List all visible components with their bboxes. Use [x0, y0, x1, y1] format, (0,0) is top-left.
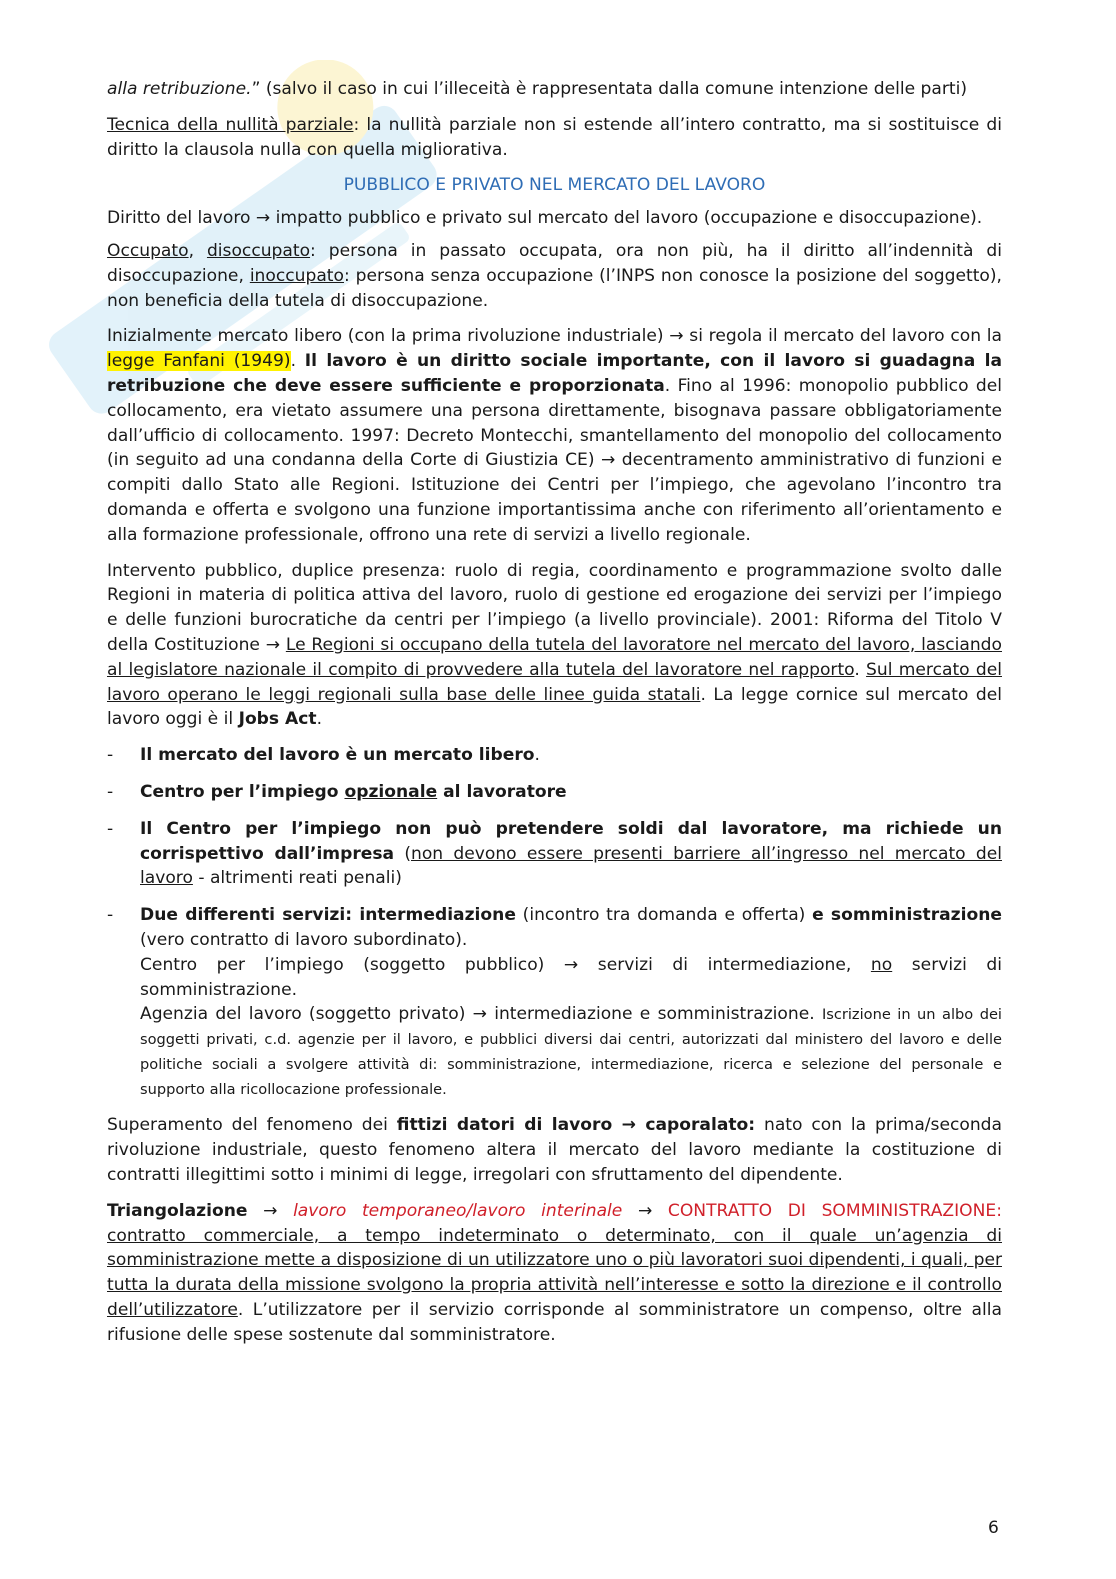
list-item: - Il mercato del lavoro è un mercato libero. [107, 743, 1002, 768]
paragraph-triangolazione: Triangolazione → lavoro temporaneo/lavoro interinale → CONTRATTO DI SOMMINISTRAZIONE: contratto commerciale, a tempo indeterminato o determinato, con il quale un’agenzia di somministrazione mette a disposizione di un utilizzatore uno o più lavoratori suoi dipendenti, i quali, per tutta la durata della missione svolgono la propria attività nell’interesse e sotto la direzione e il controllo dell’utilizzatore. L’utilizzatore per il servizio corrisponde al somministratore un compenso, oltre alla rifusione delle spese sostenute dal somministratore. [107, 1200, 1002, 1345]
paragraph-occupato: Occupato, disoccupato: persona in passato occupata, ora non più, ha il diritto all’indennità di disoccupazione, inoccupato: persona senza occupazione (l’INPS non conosce la posizione del soggetto), non beneficia della tutela di disoccupazione. [107, 240, 1002, 311]
list-subparagraph-centro: Centro per l’impiego (soggetto pubblico) → servizi di intermediazione, no servizi di somministrazione. [140, 954, 1002, 1000]
paragraph-mercato-libero: Inizialmente mercato libero (con la prima rivoluzione industriale) → si regola il mercato del lavoro con la legge Fanfani (1949). Il lavoro è un diritto sociale importante, con il lavoro si guadagna la retribuzione che deve essere sufficiente e proporzionata. Fino al 1996: monopolio pubblico del collocamento, era vietato assumere una persona direttamente, bisognava passare obbligatoriamente dall’ufficio di collocamento. 1997: Decreto Montecchi, smantellamento del monopolio del collocamento (in seguito ad una condanna della Corte di Giustizia CE) → decentramento amministrativo di funzioni e compiti dallo Stato alle Regioni. Istituzione dei Centri per l’impiego, che agevolano l’incontro tra domanda e offerta e svolgono una funzione importantissima anche con riferimento all’orientamento e alla formazione professionale, offrono una rete di servizi a livello regionale. [107, 326, 1002, 545]
highlight-legge-fanfani: legge Fanfani (1949) [107, 351, 291, 372]
paragraph-retribuzione: alla retribuzione.” (salvo il caso in cui l’illeceità è rappresentata dalla comune intenzione delle parti) [107, 79, 968, 99]
list-item: - Centro per l’impiego opzionale al lavoratore [107, 780, 1002, 805]
paragraph-caporalato: Superamento del fenomeno dei fittizi datori di lavoro → caporalato: nato con la prima/seconda rivoluzione industriale, questo fenomeno altera il mercato del lavoro mediante la costituzione di contratti illegittimi sotto i minimi di legge, irregolari con sfruttamento del dipendente. [107, 1115, 1002, 1186]
document-page [107, 77, 1002, 1359]
list-dash: - [107, 745, 114, 766]
list-dash: - [107, 905, 114, 926]
section-heading: PUBBLICO E PRIVATO NEL MERCATO DEL LAVORO [343, 175, 766, 196]
paragraph-nullita-parziale: Tecnica della nullità parziale: la nullità parziale non si estende all’intero contratto, ma si sostituisce di diritto la clausola nulla con quella migliorativa. [107, 114, 1002, 160]
page-number: 6 [988, 1518, 999, 1538]
paragraph-diritto-lavoro: Diritto del lavoro → impatto pubblico e privato sul mercato del lavoro (occupazione e disoccupazione). [107, 208, 983, 229]
list-item: - Due differenti servizi: intermediazione (incontro tra domanda e offerta) e somministrazione (vero contratto di lavoro subordinato). Centro per l’impiego (soggetto pubblico) → servizi di intermediazione, no servizi di somministrazione. Agenzia del lavoro (soggetto privato) → intermediazione e somministrazione. Iscrizione in un albo dei soggetti privati, c.d. agenzie per il lavoro, e pubblici diversi dai centri, autorizzati dal ministero del lavoro e delle politiche sociali a svolgere attività di: somministrazione, intermediazione, ricerca e selezione del personale e supporto alla ricollocazione professionale. [107, 903, 1002, 1101]
paragraph-intervento-pubblico: Intervento pubblico, duplice presenza: ruolo di regia, coordinamento e programmazione svolto dalle Regioni in materia di politica attiva del lavoro, ruolo di gestione ed erogazione dei servizi per l’impiego e delle funzioni burocratiche da centri per l’impiego (a livello provinciale). 2001: Riforma del Titolo V della Costituzione → Le Regioni si occupano della tutela del lavoratore nel mercato del lavoro, lasciando al legislatore nazionale il compito di provvedere alla tutela del lavoratore nel rapporto. Sul mercato del lavoro operano le leggi regionali sulla base delle linee guida statali. La legge cornice sul mercato del lavoro oggi è il Jobs Act. [107, 560, 1002, 730]
list-dash: - [107, 818, 114, 839]
list-subparagraph-agenzia: Agenzia del lavoro (soggetto privato) → intermediazione e somministrazione. Iscrizione in un albo dei soggetti privati, c.d. agenzie per il lavoro, e pubblici diversi dai centri, autorizzati dal ministero del lavoro e delle politiche sociali a svolgere attività di: somministrazione, intermediazione, ricerca e selezione del personale e supporto alla ricollocazione professionale. [140, 1004, 1002, 1098]
list-item: - Il Centro per l’impiego non può pretendere soldi dal lavoratore, ma richiede un corrispettivo dall’impresa (non devono essere presenti barriere all’ingresso nel mercato del lavoro - altrimenti reati penali) [107, 818, 1002, 889]
list-dash: - [107, 781, 114, 802]
